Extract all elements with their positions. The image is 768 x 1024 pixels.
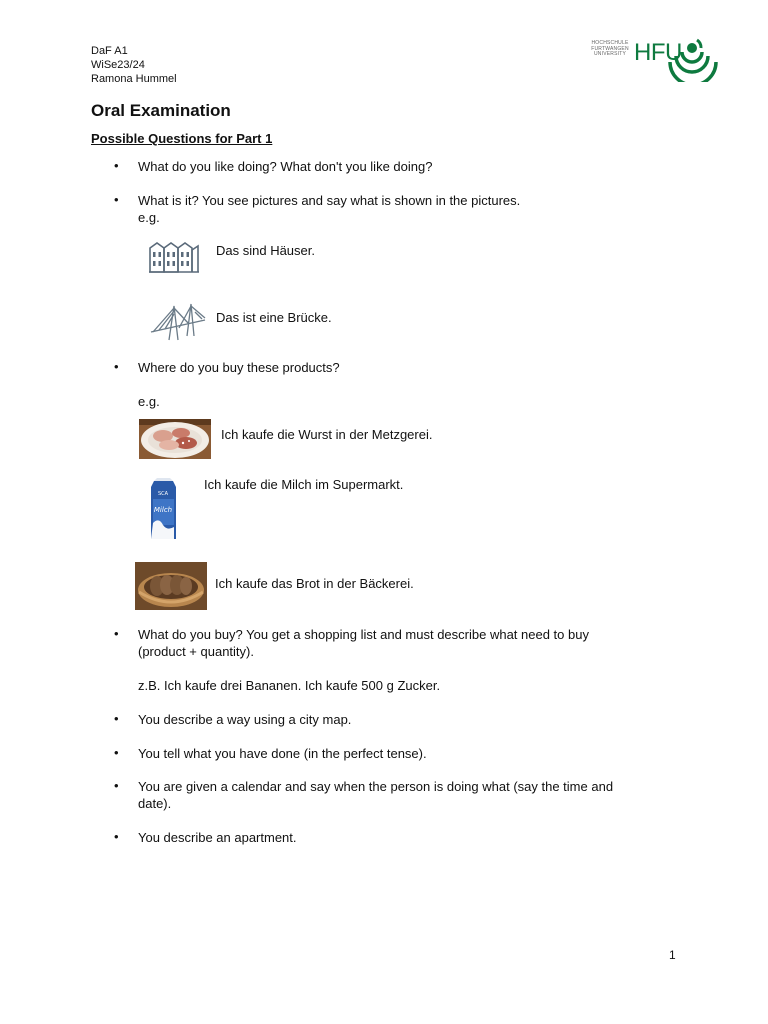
eg-label: e.g.: [138, 394, 160, 409]
question-city-map: You describe a way using a city map.: [138, 712, 352, 727]
header-meta: [91, 44, 177, 86]
example-milk: Ich kaufe die Milch im Supermarkt.: [204, 477, 404, 492]
bullet-marker: •: [114, 192, 119, 207]
question-perfect-tense: You tell what you have done (in the perfect tense).: [138, 746, 427, 761]
logo-arcs-icon: [664, 36, 720, 82]
houses-icon: [148, 240, 200, 274]
logo-abbr: HFU: [634, 39, 682, 66]
bullet-marker: •: [114, 626, 119, 641]
eg-label: e.g.: [138, 210, 160, 225]
question-like-doing: What do you like doing? What don't you like doing?: [138, 159, 433, 174]
example-bread: Ich kaufe das Brot in der Bäckerei.: [215, 576, 414, 591]
bullet-marker: •: [114, 711, 119, 726]
question-shopping-line2: (product + quantity).: [138, 644, 254, 659]
question-apartment: You describe an apartment.: [138, 830, 297, 845]
logo-small-text: HOCHSCHULE FURTWANGEN UNIVERSITY: [591, 40, 629, 57]
question-shopping-line1: What do you buy? You get a shopping list and must describe what need to buy: [138, 627, 589, 642]
question-calendar-line1: You are given a calendar and say when the person is doing what (say the time and: [138, 779, 614, 794]
bullet-marker: •: [114, 158, 119, 173]
bridge-icon: [149, 302, 207, 342]
question-calendar-line2: date).: [138, 796, 172, 811]
hfu-logo: [588, 36, 720, 82]
svg-text:SCA: SCA: [157, 491, 169, 497]
bullet-marker: •: [114, 829, 119, 844]
example-houses: Das sind Häuser.: [216, 243, 315, 258]
shopping-example: z.B. Ich kaufe drei Bananen. Ich kaufe 500 g Zucker.: [138, 678, 441, 693]
question-where-buy: Where do you buy these products?: [138, 360, 340, 375]
bullet-marker: •: [114, 778, 119, 793]
page-title: Oral Examination: [91, 101, 231, 120]
author-label: Ramona Hummel: [91, 73, 177, 85]
bullet-marker: •: [114, 359, 119, 374]
question-what-is-it: What is it? You see pictures and say what is shown in the pictures.: [138, 193, 521, 208]
course-label: DaF A1: [91, 45, 128, 57]
milk-carton-image: [139, 477, 193, 541]
svg-text:Milch: Milch: [153, 506, 173, 514]
page-number: 1: [669, 948, 676, 962]
bread-basket-image: [135, 562, 207, 610]
bullet-marker: •: [114, 745, 119, 760]
example-bridge: Das ist eine Brücke.: [216, 310, 332, 325]
example-sausage: Ich kaufe die Wurst in der Metzgerei.: [221, 427, 433, 442]
semester-label: WiSe23/24: [91, 59, 145, 71]
sausage-plate-image: [139, 419, 211, 459]
section-subtitle: Possible Questions for Part 1: [91, 131, 273, 146]
